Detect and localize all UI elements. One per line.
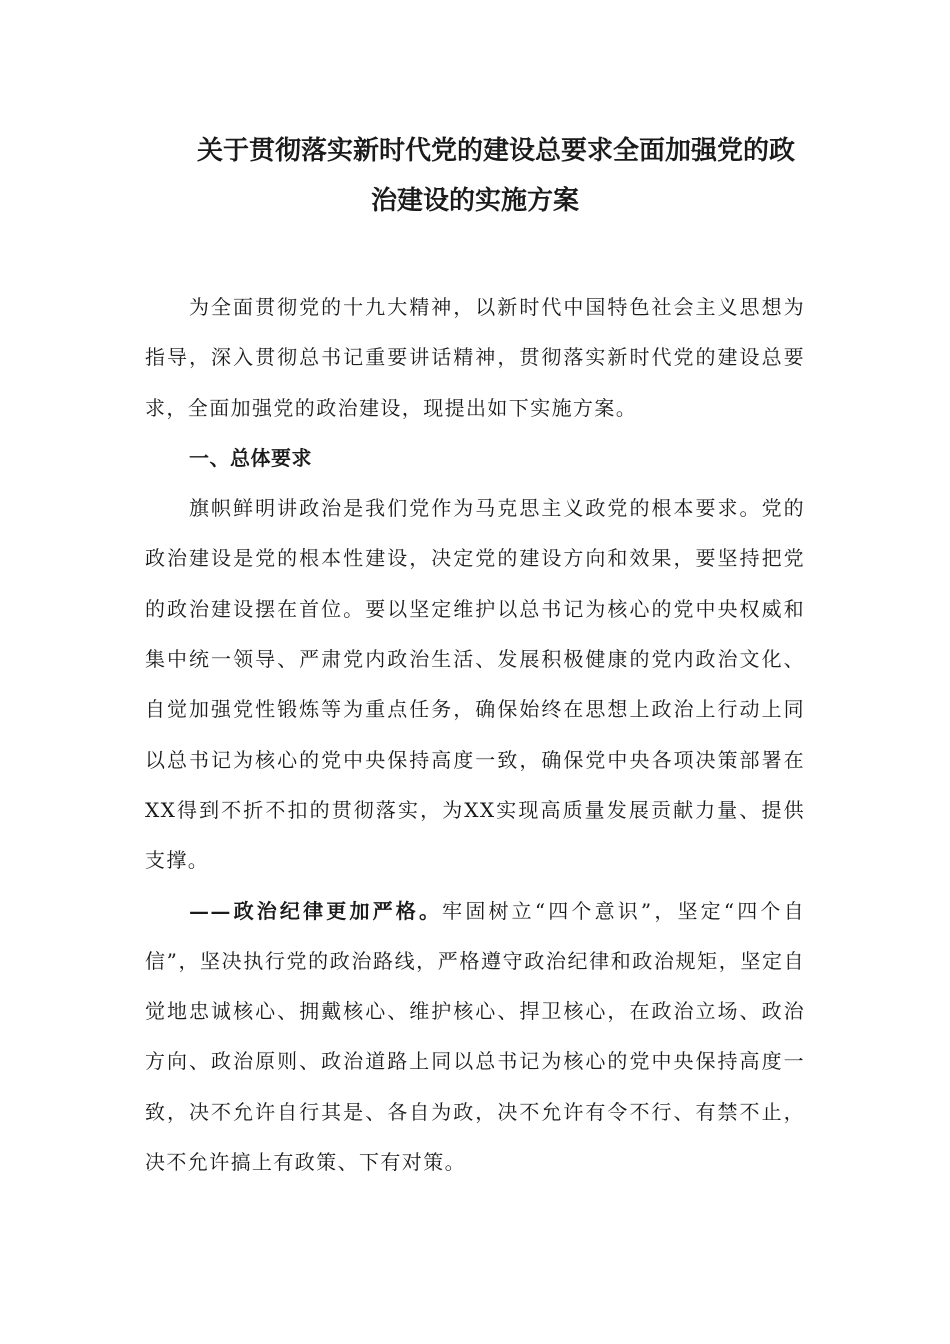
title-line-1: 关于贯彻落实新时代党的建设总要求全面加强党的政 xyxy=(197,136,796,166)
title-line-2: 治建设的实施方案 xyxy=(370,186,579,216)
section-paragraph: 旗帜鲜明讲政治是我们党作为马克思主义政党的根本要求。党的政治建设是党的根本性建设，决定党的建设方向和效果，要坚持把党的政治建设摆在首位。要以坚定维护以总书记为核心的党中央权威和集中统一领导、严肃党内政治生活、发展积极健康的党内政治文化、自觉加强党性锻炼等为重点任务，确保始终在思想上政治上行动上同以总书记为核心的党中央保持高度一致，确保党中央各项决策部署在XX得到不折不扣的贯彻落实，为XX实现高质量发展贡献力量、提供支撑。 xyxy=(145,496,805,873)
point-lead: ——政治纪律更加严格。 xyxy=(189,898,443,923)
point-paragraph xyxy=(145,886,805,1188)
document-title xyxy=(145,126,805,226)
intro-paragraph: 为全面贯彻党的十九大精神，以新时代中国特色社会主义思想为指导，深入贯彻总书记重要讲话精神，贯彻落实新时代党的建设总要求，全面加强党的政治建设，现提出如下实施方案。 xyxy=(145,295,805,420)
section-heading-overall-requirements: 一、总体要求 xyxy=(189,445,312,470)
point-body: 牢固树立“四个意识”，坚定“四个自信”，坚决执行党的政治路线，严格遵守政治纪律和政治规矩，坚定自觉地忠诚核心、拥戴核心、维护核心、捍卫核心，在政治立场、政治方向、政治原则、政治道路上同以总书记为核心的党中央保持高度一致，决不允许自行其是、各自为政，决不允许有令不行、有禁不止，决不允许搞上有政策、下有对策。 xyxy=(145,898,805,1175)
document-body xyxy=(145,282,805,1187)
